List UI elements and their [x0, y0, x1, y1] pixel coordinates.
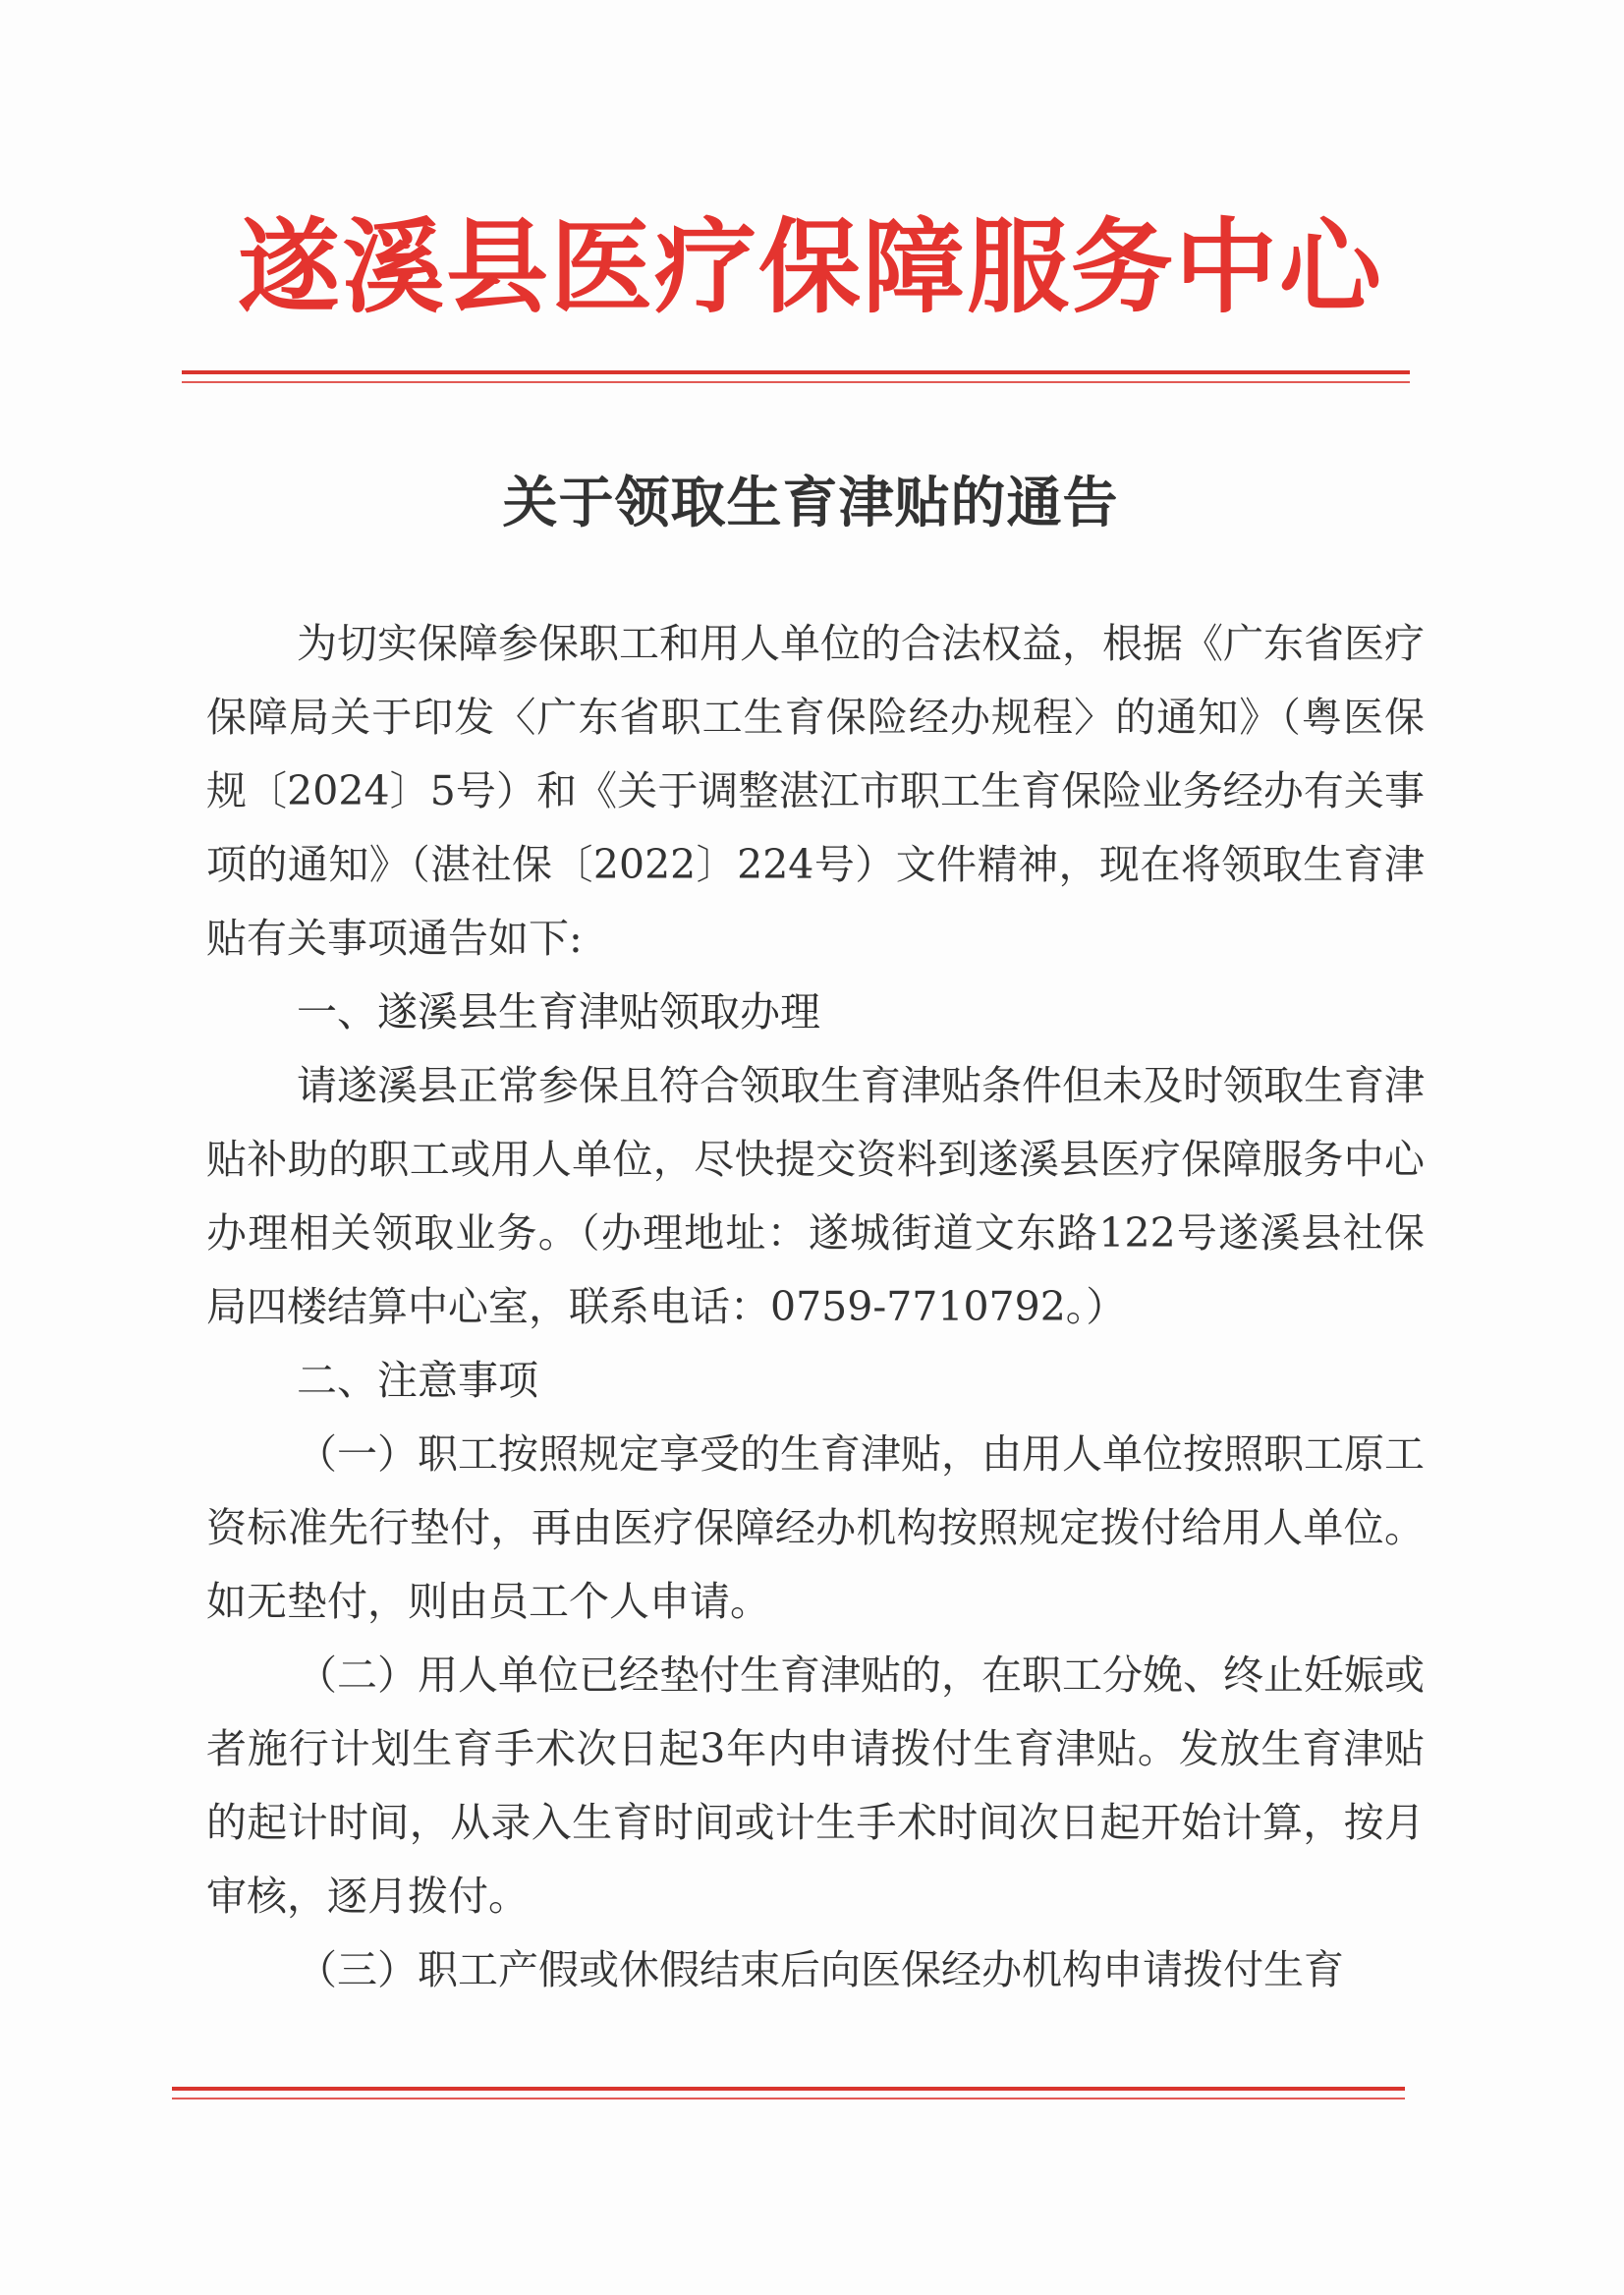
section-1-paragraph: 请遂溪县正常参保且符合领取生育津贴条件但未及时领取生育津贴补助的职工或用人单位，尽快提交资料到遂溪县医疗保障服务中心办理相关领取业务。（办理地址：遂城街道文东路122号遂溪县社保局四楼结算中心室，联系电话：0759-7710792。）: [206, 1062, 1425, 1330]
intro-paragraph: 为切实保障参保职工和用人单位的合法权益，根据《广东省医疗保障局关于印发〈广东省职工生育保险经办规程〉的通知》（粤医保规〔2024〕5号）和《关于调整湛江市职工生育保险业务经办有关事项的通知》（湛社保〔2022〕224号）文件精神，现在将领取生育津贴有关事项通告如下:: [206, 620, 1425, 962]
organization-header: 遂溪县医疗保障服务中心: [237, 206, 1383, 327]
footer-rule-thin: [172, 2098, 1405, 2099]
document-title: 关于领取生育津贴的通告: [502, 471, 1119, 535]
section-2-item-2: （二）用人单位已经垫付生育津贴的，在职工分娩、终止妊娠或者施行计划生育手术次日起3年内申请拨付生育津贴。发放生育津贴的起计时间，从录入生育时间或计生手术时间次日起开始计算，按月审核，逐月拨付。: [206, 1651, 1425, 1920]
section-2-heading: 二、注意事项: [297, 1357, 538, 1404]
section-1-heading: 一、遂溪县生育津贴领取办理: [297, 988, 820, 1036]
document-body: [206, 607, 1425, 2007]
footer-rule: [172, 2087, 1405, 2091]
section-2-item-3: （三）职工产假或休假结束后向医保经办机构申请拨付生育: [297, 1946, 1344, 1993]
header-rule: [182, 370, 1410, 374]
section-2-item-1: （一）职工按照规定享受的生育津贴，由用人单位按照职工原工资标准先行垫付，再由医疗保障经办机构按照规定拨付给用人单位。如无垫付，则由员工个人申请。: [206, 1430, 1425, 1625]
header-rule-thin: [182, 381, 1410, 383]
